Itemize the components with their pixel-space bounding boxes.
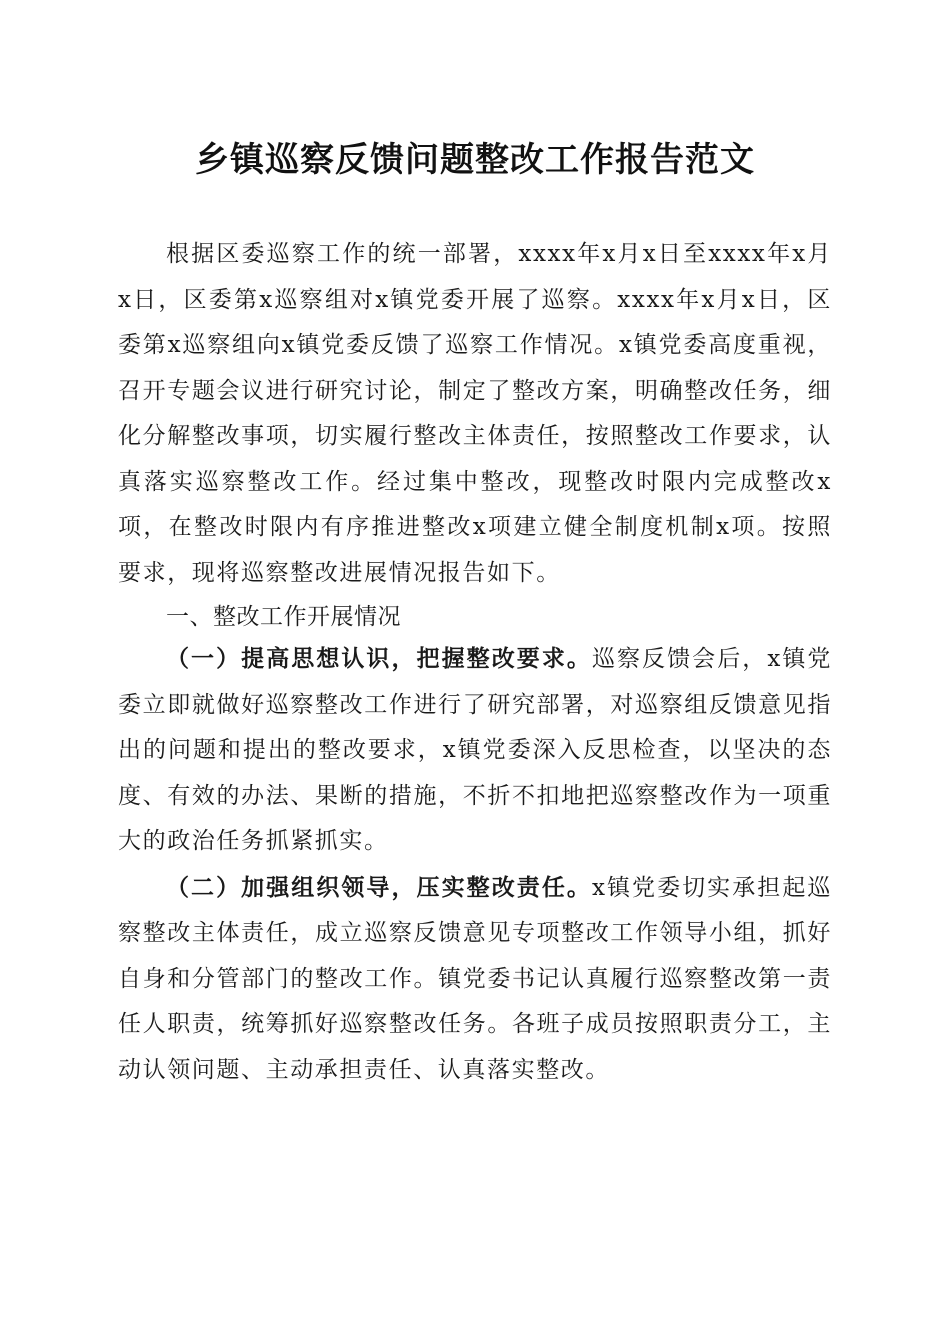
section-item-2-text: x镇党委切实承担起巡察整改主体责任，成立巡察反馈意见专项整改工作领导小组，抓好自身和分管部门的整改工作。镇党委书记认真履行巡察整改第一责任人职责，统筹抓好巡察整改任务。各班子成员按照职责分工，主动认领问题、主动承担责任、认真落实整改。 <box>118 874 832 1083</box>
document-body <box>118 232 832 1093</box>
section-item-2 <box>118 865 832 1094</box>
section-heading: 一、整改工作开展情况 <box>166 604 401 630</box>
section-item-1-lead: （一）提高思想认识，把握整改要求。 <box>166 645 592 672</box>
document-title: 乡镇巡察反馈问题整改工作报告范文 <box>195 140 755 180</box>
section-item-1 <box>118 636 832 865</box>
section-item-2-lead: （二）加强组织领导，压实整改责任。 <box>166 873 592 901</box>
intro-paragraph: 根据区委巡察工作的统一部署，xxxx年x月x日至xxxx年x月x日，区委第x巡察组对x镇党委开展了巡察。xxxx年x月x日，区委第x巡察组向x镇党委反馈了巡察工作情况。x镇党委高度重视，召开专题会议进行研究讨论，制定了整改方案，明确整改任务，细化分解整改事项，切实履行整改主体责任，按照整改工作要求，认真落实巡察整改工作。经过集中整改，现整改时限内完成整改x项，在整改时限内有序推进整改x项建立健全制度机制x项。按照要求，现将巡察整改进展情况报告如下。 <box>118 241 832 586</box>
section-item-1-text: 巡察反馈会后，x镇党委立即就做好巡察整改工作进行了研究部署，对巡察组反馈意见指出的问题和提出的整改要求，x镇党委深入反思检查，以坚决的态度、有效的办法、果断的措施，不折不扣地把巡察整改作为一项重大的政治任务抓紧抓实。 <box>118 646 832 854</box>
